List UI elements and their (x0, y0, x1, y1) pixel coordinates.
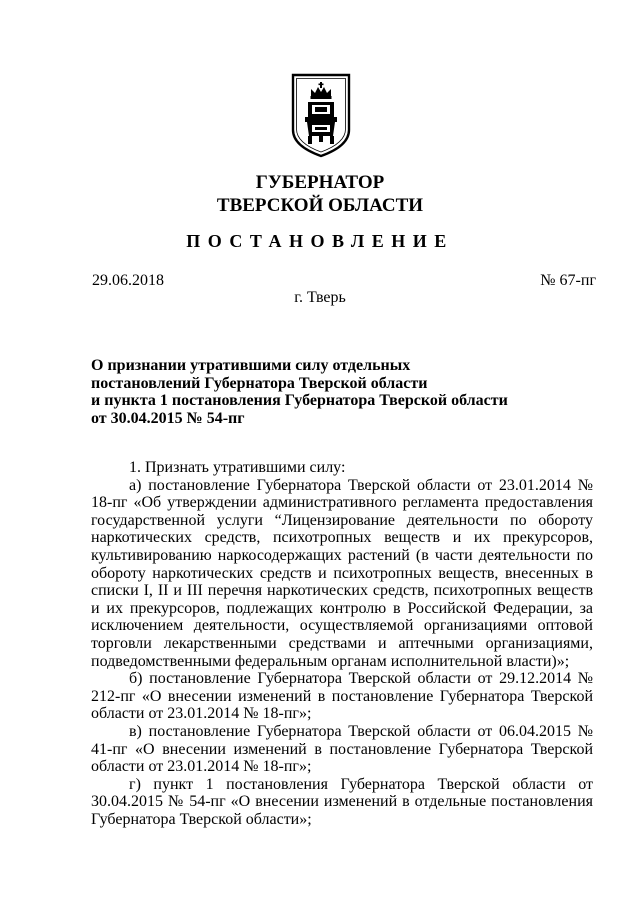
document-subject (91, 357, 508, 427)
body-paragraph: а) постановление Губернатора Тверской области от 23.01.2014 № 18-пг «Об утверждении административного регламента предоставления государственной услуги “Лицензирование деятельности по обороту наркотических средств, психотропных веществ и их прекурсоров, культивированию наркосодержащих растений (в части деятельности по обороту наркотических средств и психотропных веществ, внесенных в списки I, II и III перечня наркотических средств, психотропных веществ и их прекурсоров, подлежащих контролю в Российской Федерации, за исключением деятельности, осуществляемой организациями оптовой торговли лекарственными средствами и аптечными организациями, подведомственными федеральным органам исполнительной власти)»; (91, 476, 593, 670)
document-number: № 67-пг (540, 272, 596, 289)
body-paragraph: б) постановление Губернатора Тверской области от 29.12.2014 № 212-пг «О внесении изменений в постановление Губернатора Тверской области от 23.01.2014 № 18-пг»; (91, 670, 593, 723)
document-date: 29.06.2018 (92, 272, 164, 289)
subject-line: и пункта 1 постановления Губернатора Тверской области (91, 392, 508, 409)
body-paragraph: в) постановление Губернатора Тверской области от 06.04.2015 № 41-пг «О внесении изменений в постановление Губернатора Тверской области от 23.01.2014 № 18-пг»; (91, 722, 593, 776)
issuer-title-line1: ГУБЕРНАТОР (255, 172, 385, 193)
document-body (91, 459, 593, 828)
document-type: ПОСТАНОВЛЕНИЕ (186, 231, 454, 251)
issuer-title-line2: ТВЕРСКОЙ ОБЛАСТИ (216, 195, 424, 216)
subject-line: О признании утратившими силу отдельных (91, 357, 411, 374)
document-city: г. Тверь (294, 289, 346, 306)
subject-line: от 30.04.2015 № 54-пг (91, 409, 245, 427)
subject-line: постановлений Губернатора Тверской области (91, 374, 428, 392)
body-paragraph: 1. Признать утратившими силу: (129, 459, 346, 476)
body-paragraph: г) пункт 1 постановления Губернатора Тверской области от 30.04.2015 № 54-пг «О внесении изменений в отдельные постановления Губернатора Тверской области»; (91, 775, 593, 828)
tver-coat-of-arms-icon (290, 72, 352, 158)
